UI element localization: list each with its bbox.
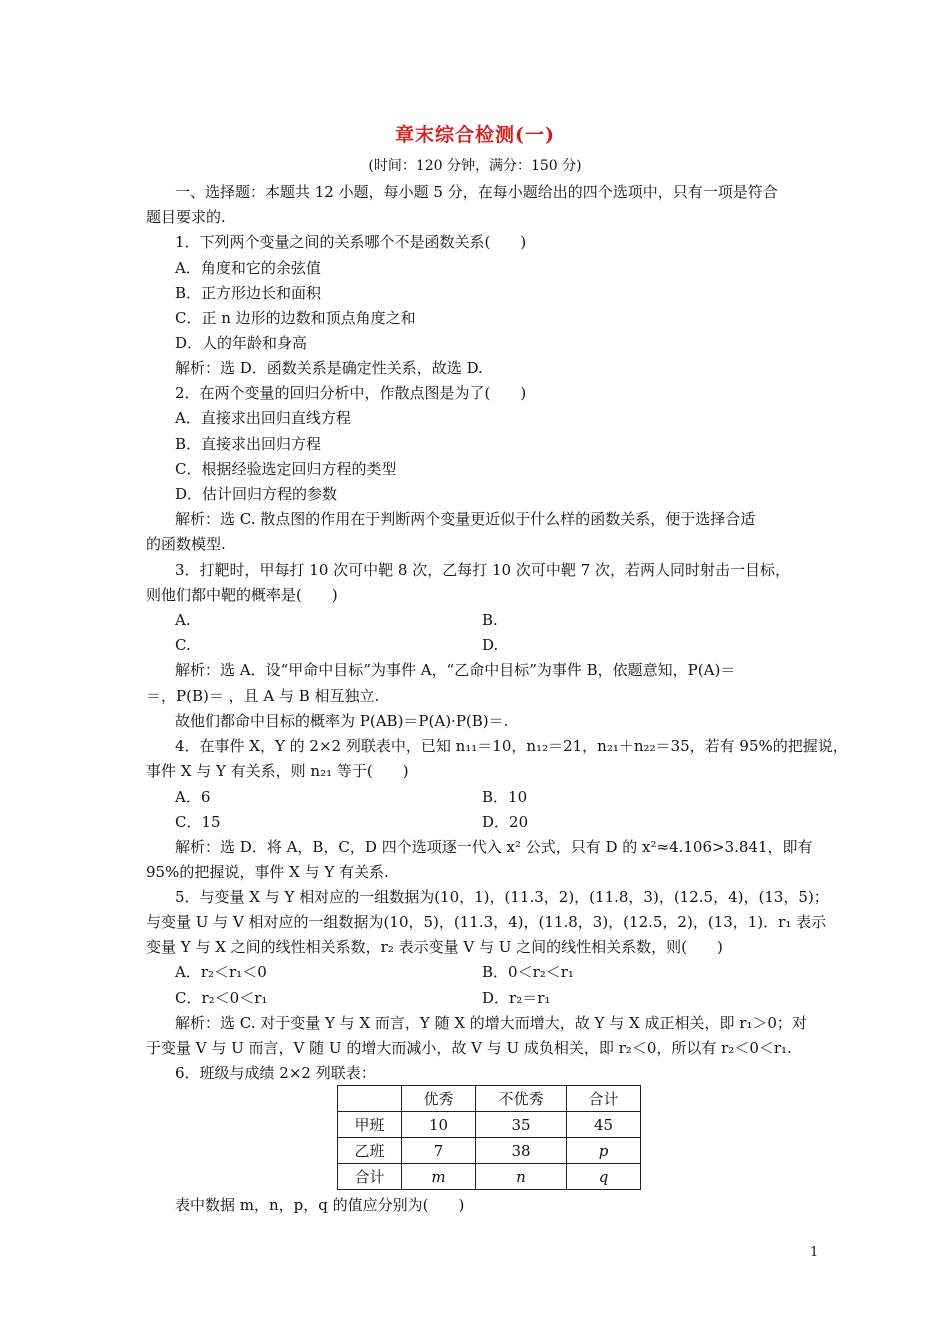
page-title: 章末综合检测(一) [395, 124, 555, 146]
table-cell: 7 [402, 1138, 476, 1164]
question-5-option-b: B．0＜r₂＜r₁ [482, 963, 574, 981]
table-header-cell: 合计 [567, 1086, 641, 1112]
question-4-option-d: D．20 [482, 813, 529, 831]
section-intro: 一、选择题：本题共 12 小题，每小题 5 分，在每小题给出的四个选项中，只有一项是符合 [175, 183, 778, 201]
exam-info: (时间：120 分钟，满分：150 分) [368, 158, 582, 174]
table-cell: 45 [567, 1112, 641, 1138]
question-5-option-c: C．r₂＜0＜r₁ [175, 989, 268, 1007]
question-3-option-b: B. [482, 611, 498, 629]
question-3-option-c: C. [175, 636, 191, 654]
question-1-solution: 解析：选 D．函数关系是确定性关系，故选 D. [175, 359, 483, 377]
question-3-stem: 3．打靶时，甲每打 10 次可中靶 8 次，乙每打 10 次可中靶 7 次，若两人同时射击一目标， [175, 561, 790, 579]
question-5-stem: 5．与变量 X 与 Y 相对应的一组数据为(10，1)，(11.3，2)，(11.8，3)，(12.5，4)，(13，5)； [175, 888, 829, 906]
table-cell: n [476, 1164, 567, 1190]
question-1-stem: 1．下列两个变量之间的关系哪个不是函数关系( ) [175, 233, 527, 251]
section-intro-cont: 题目要求的. [146, 208, 226, 226]
question-3-option-d: D. [482, 636, 499, 654]
question-2-solution-cont: 的函数模型. [146, 535, 226, 553]
question-3-solution: 解析：选 A．设“甲命中目标”为事件 A，“乙命中目标”为事件 B，依题意知，P(A)＝ [175, 661, 736, 679]
question-4-solution-cont: 95%的把握说，事件 X 与 Y 有关系. [146, 863, 389, 881]
question-5-stem-cont-2: 变量 Y 与 X 之间的线性相关系数，r₂ 表示变量 V 与 U 之间的线性相关系数，则( ) [146, 938, 723, 956]
table-cell: 10 [402, 1112, 476, 1138]
table-cell: 乙班 [338, 1138, 402, 1164]
question-6-stem: 6．班级与成绩 2×2 列联表： [175, 1064, 376, 1082]
question-2-stem: 2．在两个变量的回归分析中，作散点图是为了( ) [175, 384, 527, 402]
question-2-option-c: C．根据经验选定回归方程的类型 [175, 460, 397, 478]
question-3-solution-cont: ＝，P(B)＝ ，且 A 与 B 相互独立. [146, 687, 380, 705]
question-5-option-d: D．r₂＝r₁ [482, 989, 551, 1007]
question-1-option-a: A．角度和它的余弦值 [175, 259, 321, 277]
contingency-table [337, 1085, 641, 1190]
question-4-stem: 4．在事件 X，Y 的 2×2 列联表中，已知 n₁₁＝10，n₁₂＝21，n₂₁＋n₂₂＝35，若有 95%的把握说， [175, 737, 848, 755]
question-2-option-d: D．估计回归方程的参数 [175, 485, 338, 503]
question-4-stem-cont: 事件 X 与 Y 有关系，则 n₂₁ 等于( ) [146, 762, 409, 780]
question-3-option-a: A. [175, 611, 191, 629]
table-row [338, 1138, 641, 1164]
question-5-solution-cont: 于变量 V 与 U 而言，V 随 U 的增大而减小，故 V 与 U 成负相关，即 r₂＜0，所以有 r₂＜0＜r₁. [146, 1039, 792, 1057]
question-3-solution-result: 故他们都命中目标的概率为 P(AB)＝P(A)·P(B)＝. [175, 712, 509, 730]
table-header-cell [338, 1086, 402, 1112]
question-4-option-a: A．6 [175, 788, 211, 806]
question-4-option-b: B．10 [482, 788, 528, 806]
table-cell: 甲班 [338, 1112, 402, 1138]
table-cell: 38 [476, 1138, 567, 1164]
table-header-cell: 优秀 [402, 1086, 476, 1112]
question-5-option-a: A．r₂＜r₁＜0 [175, 963, 267, 981]
question-2-option-b: B．直接求出回归方程 [175, 435, 322, 453]
question-6-prompt: 表中数据 m，n，p，q 的值应分别为( ) [175, 1196, 465, 1214]
table-row [338, 1112, 641, 1138]
table-cell: m [402, 1164, 476, 1190]
question-5-stem-cont-1: 与变量 U 与 V 相对应的一组数据为(10，5)，(11.3，4)，(11.8，3)，(12.5，2)，(13，1)．r₁ 表示 [146, 913, 827, 931]
question-2-option-a: A．直接求出回归直线方程 [175, 409, 351, 427]
table-row [338, 1164, 641, 1190]
question-1-option-d: D．人的年龄和身高 [175, 334, 308, 352]
table-header-row [338, 1086, 641, 1112]
table-cell: q [567, 1164, 641, 1190]
question-4-solution: 解析：选 D．将 A，B，C，D 四个选项逐一代入 x² 公式，只有 D 的 x²≈4.106>3.841，即有 [175, 838, 813, 856]
question-1-option-b: B．正方形边长和面积 [175, 284, 322, 302]
question-4-option-c: C．15 [175, 813, 221, 831]
table-header-cell: 不优秀 [476, 1086, 567, 1112]
question-2-solution: 解析：选 C. 散点图的作用在于判断两个变量更近似于什么样的函数关系，便于选择合适 [175, 510, 756, 528]
table-cell: 35 [476, 1112, 567, 1138]
table-cell: p [567, 1138, 641, 1164]
page-number: 1 [810, 1245, 819, 1260]
table-cell: 合计 [338, 1164, 402, 1190]
question-3-stem-cont: 则他们都中靶的概率是( ) [146, 586, 338, 604]
question-5-solution: 解析：选 C. 对于变量 Y 与 X 而言，Y 随 X 的增大而增大，故 Y 与 X 成正相关，即 r₁＞0；对 [175, 1014, 807, 1032]
question-1-option-c: C．正 n 边形的边数和顶点角度之和 [175, 309, 416, 327]
